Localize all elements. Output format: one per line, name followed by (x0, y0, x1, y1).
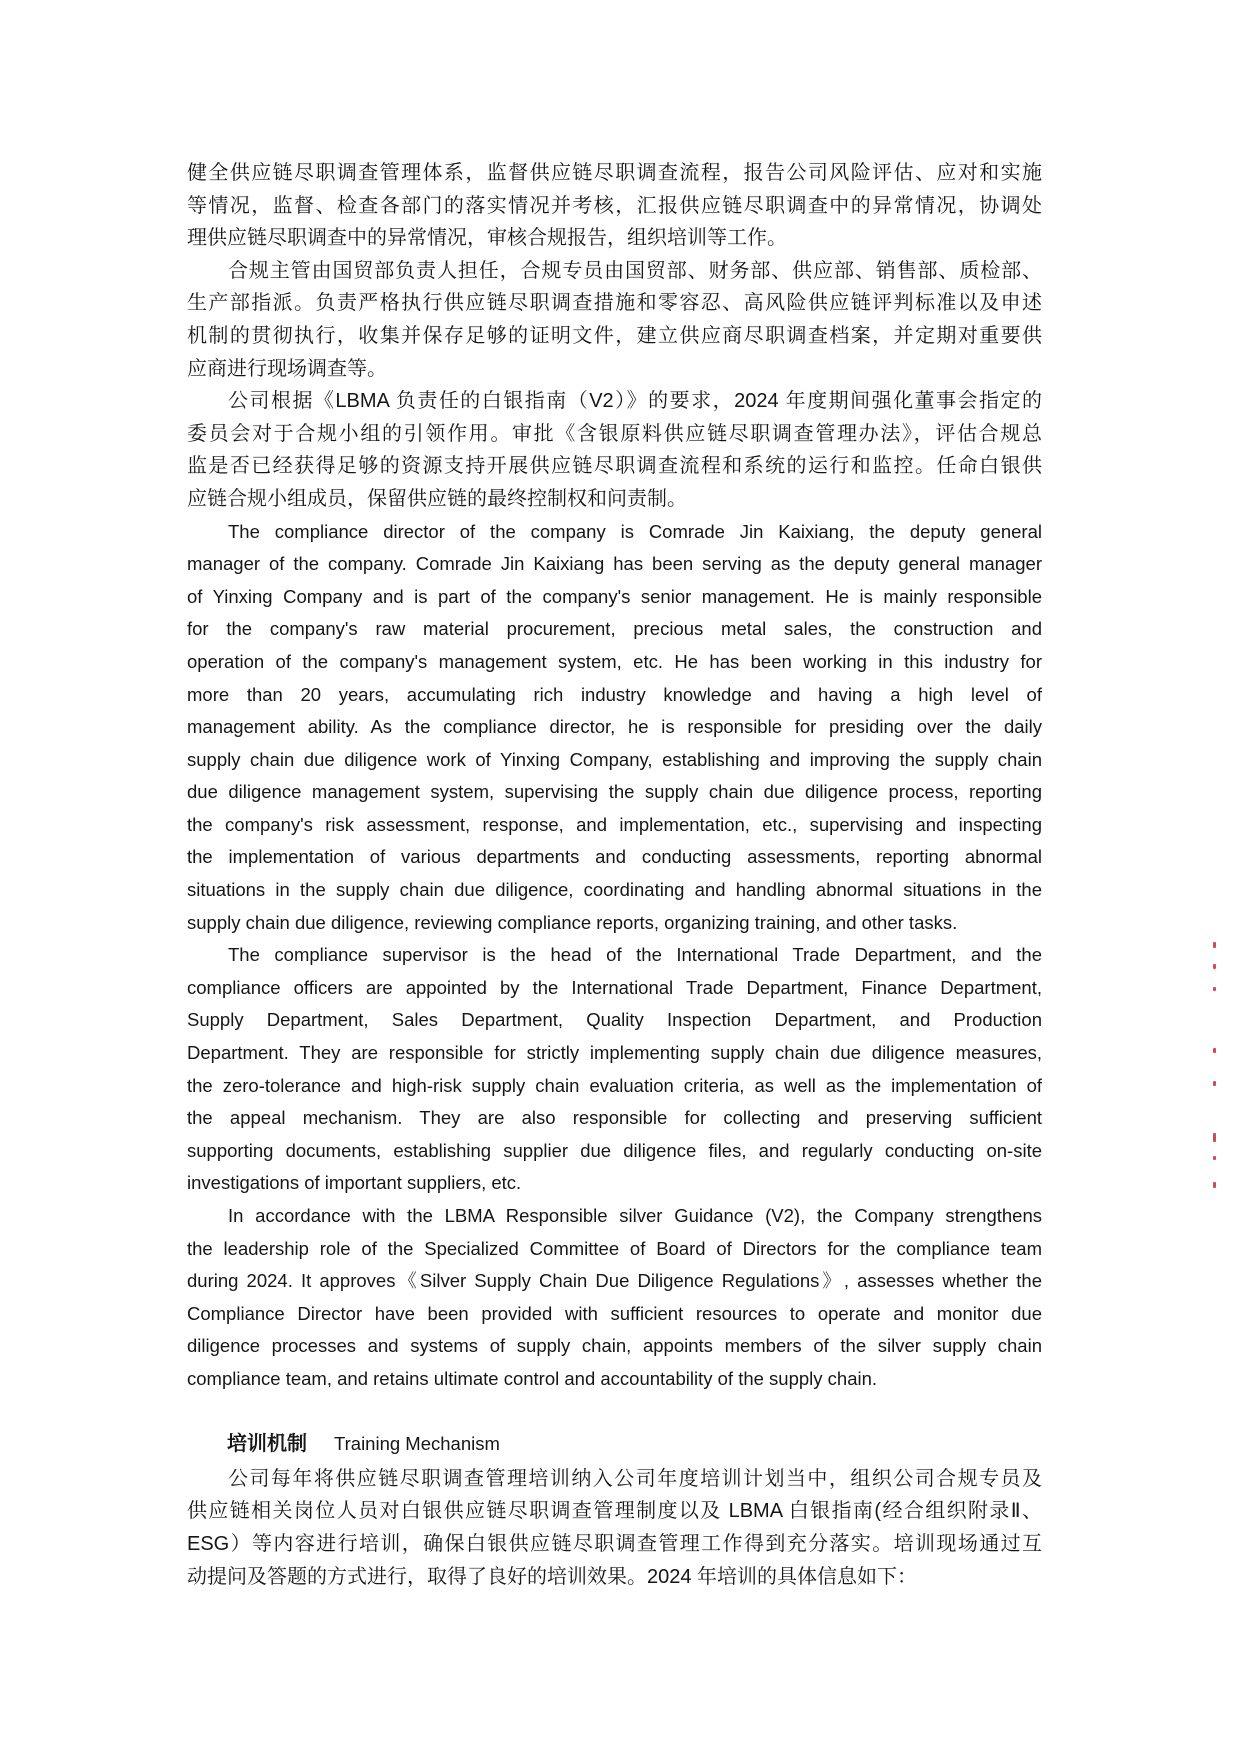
text-line: 生产部指派。负责严格执行供应链尽职调查措施和零容忍、高风险供应链评判标准以及申述 (187, 292, 1042, 315)
text-line: more than 20 years, accumulating rich industry knowledge and having a high level of (187, 683, 1042, 705)
text-line: 机制的贯彻执行，收集并保存足够的证明文件，建立供应商尽职调查档案，并定期对重要供 (187, 324, 1042, 347)
seal-edge-mark (1213, 1133, 1216, 1142)
paragraph-compliance-supervisor-zh (187, 255, 1042, 385)
text-line: manager of the company. Comrade Jin Kaixiang has been serving as the deputy general manager (187, 553, 1042, 575)
text-line: The compliance supervisor is the head of the International Trade Department, and the (228, 944, 1042, 966)
section-heading-training (187, 1428, 1042, 1463)
text-line: situations in the supply chain due diligence, coordinating and handling abnormal situations in the (187, 879, 1042, 901)
text-line: compliance team, and retains ultimate control and accountability of the supply chain. (187, 1367, 878, 1389)
text-line: during 2024. It approves《Silver Supply Chain Due Diligence Regulations》, assesses whether the (187, 1270, 1042, 1292)
text-line: supporting documents, establishing supplier due diligence files, and regularly conducting on-site (187, 1139, 1042, 1161)
text-line: 公司每年将供应链尽职调查管理培训纳入公司年度培训计划当中，组织公司合规专员及 (228, 1467, 1042, 1490)
text-line: the company's risk assessment, response, and implementation, etc., supervising and inspecting (187, 813, 1042, 835)
paragraph-lbma-guidance-en (187, 1200, 1042, 1396)
text-line: 动提问及答题的方式进行，取得了良好的培训效果。2024 年培训的具体信息如下： (187, 1565, 918, 1588)
text-line: compliance officers are appointed by the International Trade Department, Finance Department, (187, 976, 1042, 998)
text-line: for the company's raw material procurement, precious metal sales, the construction and (187, 618, 1042, 640)
text-line: 应商进行现场调查等。 (187, 357, 387, 380)
text-line: due diligence management system, supervising the supply chain due diligence process, reporting (187, 781, 1042, 803)
section-heading-en: Training Mechanism (334, 1433, 500, 1455)
text-line: management ability. As the compliance director, he is responsible for presiding over the daily (187, 716, 1042, 738)
text-line: The compliance director of the company is Comrade Jin Kaixiang, the deputy general (228, 520, 1042, 542)
seal-edge-mark (1213, 1048, 1216, 1053)
seal-edge-mark (1213, 1081, 1216, 1086)
paragraph-lbma-guidance-zh (187, 385, 1042, 515)
text-line: the appeal mechanism. They are also responsible for collecting and preserving sufficient (187, 1107, 1042, 1129)
text-line: 监是否已经获得足够的资源支持开展供应链尽职调查流程和系统的运行和监控。任命白银供 (187, 455, 1042, 478)
text-line: of Yinxing Company and is part of the company's senior management. He is mainly responsible (187, 585, 1042, 607)
paragraph-compliance-supervisor-en (187, 939, 1042, 1200)
seal-edge-mark (1213, 987, 1216, 991)
text-line: 合规主管由国贸部负责人担任，合规专员由国贸部、财务部、供应部、销售部、质检部、 (228, 259, 1042, 282)
text-line: Compliance Director have been provided with sufficient resources to operate and monitor due (187, 1302, 1042, 1324)
text-line: the zero-tolerance and high-risk supply chain evaluation criteria, as well as the implementation of (187, 1074, 1042, 1096)
text-line: supply chain due diligence, reviewing compliance reports, organizing training, and other tasks. (187, 911, 958, 933)
seal-edge-mark (1213, 964, 1216, 969)
text-line: Supply Department, Sales Department, Quality Inspection Department, and Production (187, 1009, 1042, 1031)
paragraph-training-zh (187, 1463, 1042, 1593)
text-line: the implementation of various departments and conducting assessments, reporting abnormal (187, 846, 1042, 868)
text-line: 委员会对于合规小组的引领作用。审批《含银原料供应链尽职调查管理办法》，评估合规总 (187, 422, 1042, 445)
text-line: ESG）等内容进行培训，确保白银供应链尽职调查管理工作得到充分落实。培训现场通过互 (187, 1532, 1042, 1555)
text-line: 理供应链尽职调查中的异常情况，审核合规报告，组织培训等工作。 (187, 227, 787, 250)
text-line: the leadership role of the Specialized Committee of Board of Directors for the compliance team (187, 1237, 1042, 1259)
text-line: diligence processes and systems of supply chain, appoints members of the silver supply chain (187, 1335, 1042, 1357)
text-line: investigations of important suppliers, etc. (187, 1172, 522, 1194)
section-heading-zh: 培训机制 (227, 1433, 307, 1456)
document-body (187, 157, 1042, 1593)
seal-edge-mark (1213, 942, 1216, 948)
text-line: 等情况，监督、检查各部门的落实情况并考核，汇报供应链尽职调查中的异常情况，协调处 (187, 194, 1042, 217)
seal-edge-mark (1213, 1156, 1216, 1160)
text-line: 供应链相关岗位人员对白银供应链尽职调查管理制度以及 LBMA 白银指南(经合组织附录Ⅱ、 (187, 1500, 1042, 1523)
paragraph-oversight-duties-zh (187, 157, 1042, 255)
text-line: supply chain due diligence work of Yinxing Company, establishing and improving the supply chain (187, 748, 1042, 770)
text-line: In accordance with the LBMA Responsible silver Guidance (V2), the Company strengthens (228, 1205, 1042, 1226)
paragraph-compliance-director-en (187, 516, 1042, 940)
text-line: 公司根据《LBMA 负责任的白银指南（V2）》的要求，2024 年度期间强化董事会指定的 (228, 390, 1042, 413)
text-line: Department. They are responsible for strictly implementing supply chain due diligence measures, (187, 1042, 1042, 1064)
text-line: 应链合规小组成员，保留供应链的最终控制权和问责制。 (187, 487, 687, 510)
text-line: operation of the company's management system, etc. He has been working in this industry for (187, 650, 1042, 672)
seal-edge-mark (1213, 1182, 1216, 1188)
text-line: 健全供应链尽职调查管理体系，监督供应链尽职调查流程，报告公司风险评估、应对和实施 (187, 162, 1042, 184)
